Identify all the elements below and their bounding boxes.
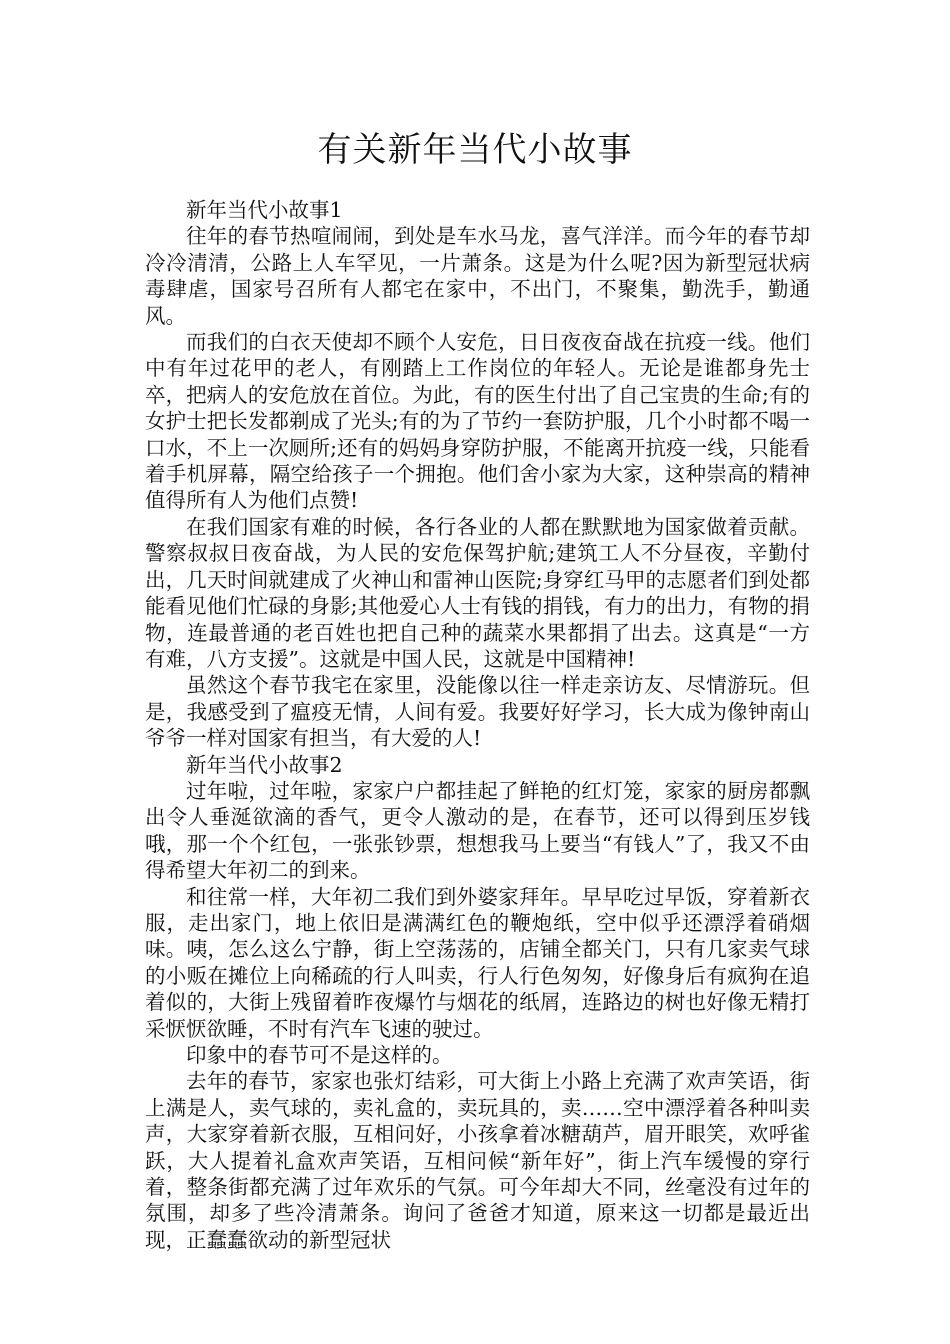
- paragraph: 往年的春节热喧闹闹，到处是车水马龙，喜气洋洋。而今年的春节却冷冷清清，公路上人车罕见，一片萧条。这是为什么呢?因为新型冠状病毒肆虐，国家号召所有人都宅在家中，不出门，不聚集，勤洗手，勤通风。: [145, 224, 810, 328]
- document-body: [145, 197, 810, 1253]
- paragraph: 虽然这个春节我宅在家里，没能像以往一样走亲访友、尽情游玩。但是，我感受到了瘟疫无情，人间有爱。我要好好学习，长大成为像钟南山爷爷一样对国家有担当，有大爱的人!: [145, 673, 810, 751]
- paragraph: 去年的春节，家家也张灯结彩，可大街上小路上充满了欢声笑语，街上满是人，卖气球的，卖礼盒的，卖玩具的，卖……空中漂浮着各种叫卖声，大家穿着新衣服，互相问好，小孩拿着冰糖葫芦，眉开眼笑，欢呼雀跃，大人提着礼盒欢声笑语，互相问候“新年好”，街上汽车缓慢的穿行着，整条街都充满了过年欢乐的气氛。可今年却大不同，丝毫没有过年的氛围，却多了些冷清萧条。询问了爸爸才知道，原来这一切都是最近出现，正蠢蠢欲动的新型冠状: [145, 1069, 810, 1252]
- paragraph: 印象中的春节可不是这样的。: [186, 1043, 453, 1067]
- paragraph-story-2-heading: 新年当代小故事2: [186, 752, 343, 777]
- paragraph: 而我们的白衣天使却不顾个人安危，日日夜夜奋战在抗疫一线。他们中有年过花甲的老人，有刚踏上工作岗位的年轻人。无论是谁都身先士卒，把病人的安危放在首位。为此，有的医生付出了自己宝贵的生命;有的女护士把长发都剃成了光头;有的为了节约一套防护服，几个小时都不喝一口水，不上一次厕所;还有的妈妈身穿防护服，不能离开抗疫一线，只能看着手机屏幕，隔空给孩子一个拥抱。他们舍小家为大家，这种崇高的精神值得所有人为他们点赞!: [145, 330, 810, 513]
- paragraph: 和往常一样，大年初二我们到外婆家拜年。早早吃过早饭，穿着新衣服，走出家门，地上依旧是满满红色的鞭炮纸，空中似乎还漂浮着硝烟味。咦，怎么这么宁静，街上空荡荡的，店铺全都关门，只有几家卖气球的小贩在摊位上向稀疏的行人叫卖，行人行色匆匆，好像身后有疯狗在追着似的，大街上残留着昨夜爆竹与烟花的纸屑，连路边的树也好像无精打采恹恹欲睡，不时有汽车飞速的驶过。: [145, 884, 810, 1041]
- document-title: 有关新年当代小故事: [317, 130, 633, 170]
- paragraph-story-1-heading: 新年当代小故事1: [186, 198, 343, 222]
- paragraph: 过年啦，过年啦，家家户户都挂起了鲜艳的红灯笼，家家的厨房都飘出令人垂涎欲滴的香气，更令人激动的是，在春节，还可以得到压岁钱哦，那一个个红包，一张张钞票，想想我马上要当“有钱人”了，我又不由得希望大年初二的到来。: [145, 778, 810, 883]
- paragraph: 在我们国家有难的时候，各行各业的人都在默默地为国家做着贡献。警察叔叔日夜奋战，为人民的安危保驾护航;建筑工人不分昼夜，辛勤付出，几天时间就建成了火神山和雷神山医院;身穿红马甲的志愿者们到处都能看见他们忙碌的身影;其他爱心人士有钱的捐钱，有力的出力，有物的捐物，连最普通的老百姓也把自己种的蔬菜水果都捐了出去。这真是“一方有难，八方支援”。这就是中国人民，这就是中国精神!: [145, 514, 810, 671]
